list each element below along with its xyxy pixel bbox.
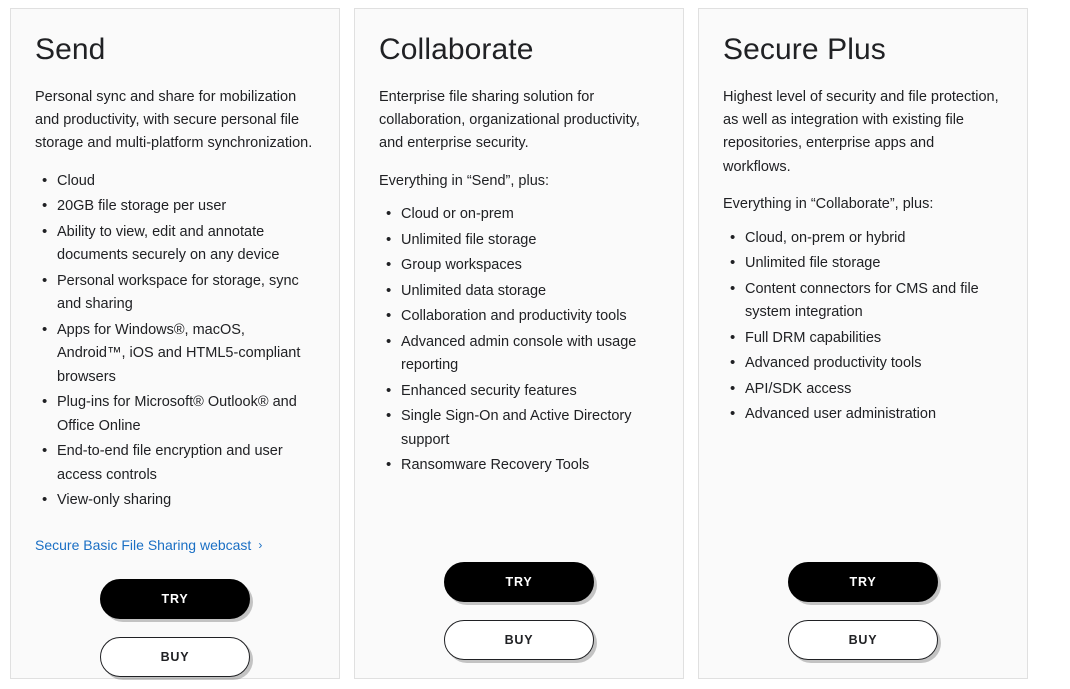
- plan-actions: [35, 553, 315, 677]
- plan-feature-item: • API/SDK access: [745, 378, 1003, 401]
- webcast-link[interactable]: [35, 537, 315, 553]
- plan-feature-item: • Ability to view, edit and annotate documents securely on any device: [57, 221, 315, 268]
- buy-button[interactable]: BUY: [444, 620, 594, 660]
- try-button[interactable]: TRY: [100, 579, 250, 619]
- plan-feature-item: • Cloud, on-prem or hybrid: [745, 227, 1003, 250]
- plan-title: Collaborate: [379, 33, 534, 66]
- plan-card: [10, 8, 340, 679]
- plan-title: Send: [35, 33, 106, 66]
- plan-inheritance-note: Everything in “Collaborate”, plus:: [723, 196, 934, 213]
- plan-feature-item: • Advanced admin console with usage reporting: [401, 331, 659, 378]
- try-button[interactable]: TRY: [788, 562, 938, 602]
- plan-feature-item: • Advanced productivity tools: [745, 352, 1003, 375]
- plan-description: Personal sync and share for mobilization and productivity, with secure personal file storage and multi-platform synchronization.: [35, 88, 313, 152]
- buy-button[interactable]: BUY: [100, 637, 250, 677]
- plan-feature-item: • Content connectors for CMS and file system integration: [745, 278, 1003, 325]
- plan-feature-item: • Unlimited data storage: [401, 280, 659, 303]
- plan-feature-item: • End-to-end file encryption and user access controls: [57, 440, 315, 487]
- plan-card: [698, 8, 1028, 679]
- plan-feature-item: • Advanced user administration: [745, 403, 1003, 426]
- plan-description: Enterprise file sharing solution for collaboration, organizational productivity, and enterprise security.: [379, 88, 640, 152]
- plan-inheritance-note: Everything in “Send”, plus:: [379, 172, 550, 189]
- plan-feature-item: • View-only sharing: [57, 489, 315, 512]
- plan-feature-list: [723, 227, 1003, 429]
- plan-feature-item: • Enhanced security features: [401, 380, 659, 403]
- plan-feature-item: • Apps for Windows®, macOS, Android™, iOS and HTML5-compliant browsers: [57, 319, 315, 389]
- webcast-link-label: Secure Basic File Sharing webcast: [35, 536, 252, 553]
- chevron-right-icon: ›: [258, 537, 263, 552]
- plan-feature-item: • Cloud or on-prem: [401, 203, 659, 226]
- plan-feature-item: • Personal workspace for storage, sync and sharing: [57, 270, 315, 317]
- plan-actions: [723, 536, 1003, 660]
- plan-actions: [379, 536, 659, 660]
- plan-description: Highest level of security and file protection, as well as integration with existing file repositories, enterprise apps and workflows.: [723, 88, 999, 175]
- spacer: [379, 480, 659, 536]
- plan-feature-list: [379, 203, 659, 479]
- spacer: [723, 429, 1003, 536]
- plan-card: [354, 8, 684, 679]
- plan-feature-item: • Cloud: [57, 170, 315, 193]
- plan-feature-item: • Unlimited file storage: [745, 252, 1003, 275]
- plan-feature-item: • Group workspaces: [401, 254, 659, 277]
- plan-feature-item: • Full DRM capabilities: [745, 327, 1003, 350]
- try-button[interactable]: TRY: [444, 562, 594, 602]
- plan-feature-list: [35, 170, 315, 515]
- plan-feature-item: • Ransomware Recovery Tools: [401, 454, 659, 477]
- buy-button[interactable]: BUY: [788, 620, 938, 660]
- plan-feature-item: • Collaboration and productivity tools: [401, 305, 659, 328]
- plan-feature-item: • Unlimited file storage: [401, 229, 659, 252]
- plan-feature-item: • Plug-ins for Microsoft® Outlook® and Office Online: [57, 391, 315, 438]
- plan-feature-item: • Single Sign-On and Active Directory support: [401, 405, 659, 452]
- plan-feature-item: • 20GB file storage per user: [57, 195, 315, 218]
- plan-title: Secure Plus: [723, 33, 886, 66]
